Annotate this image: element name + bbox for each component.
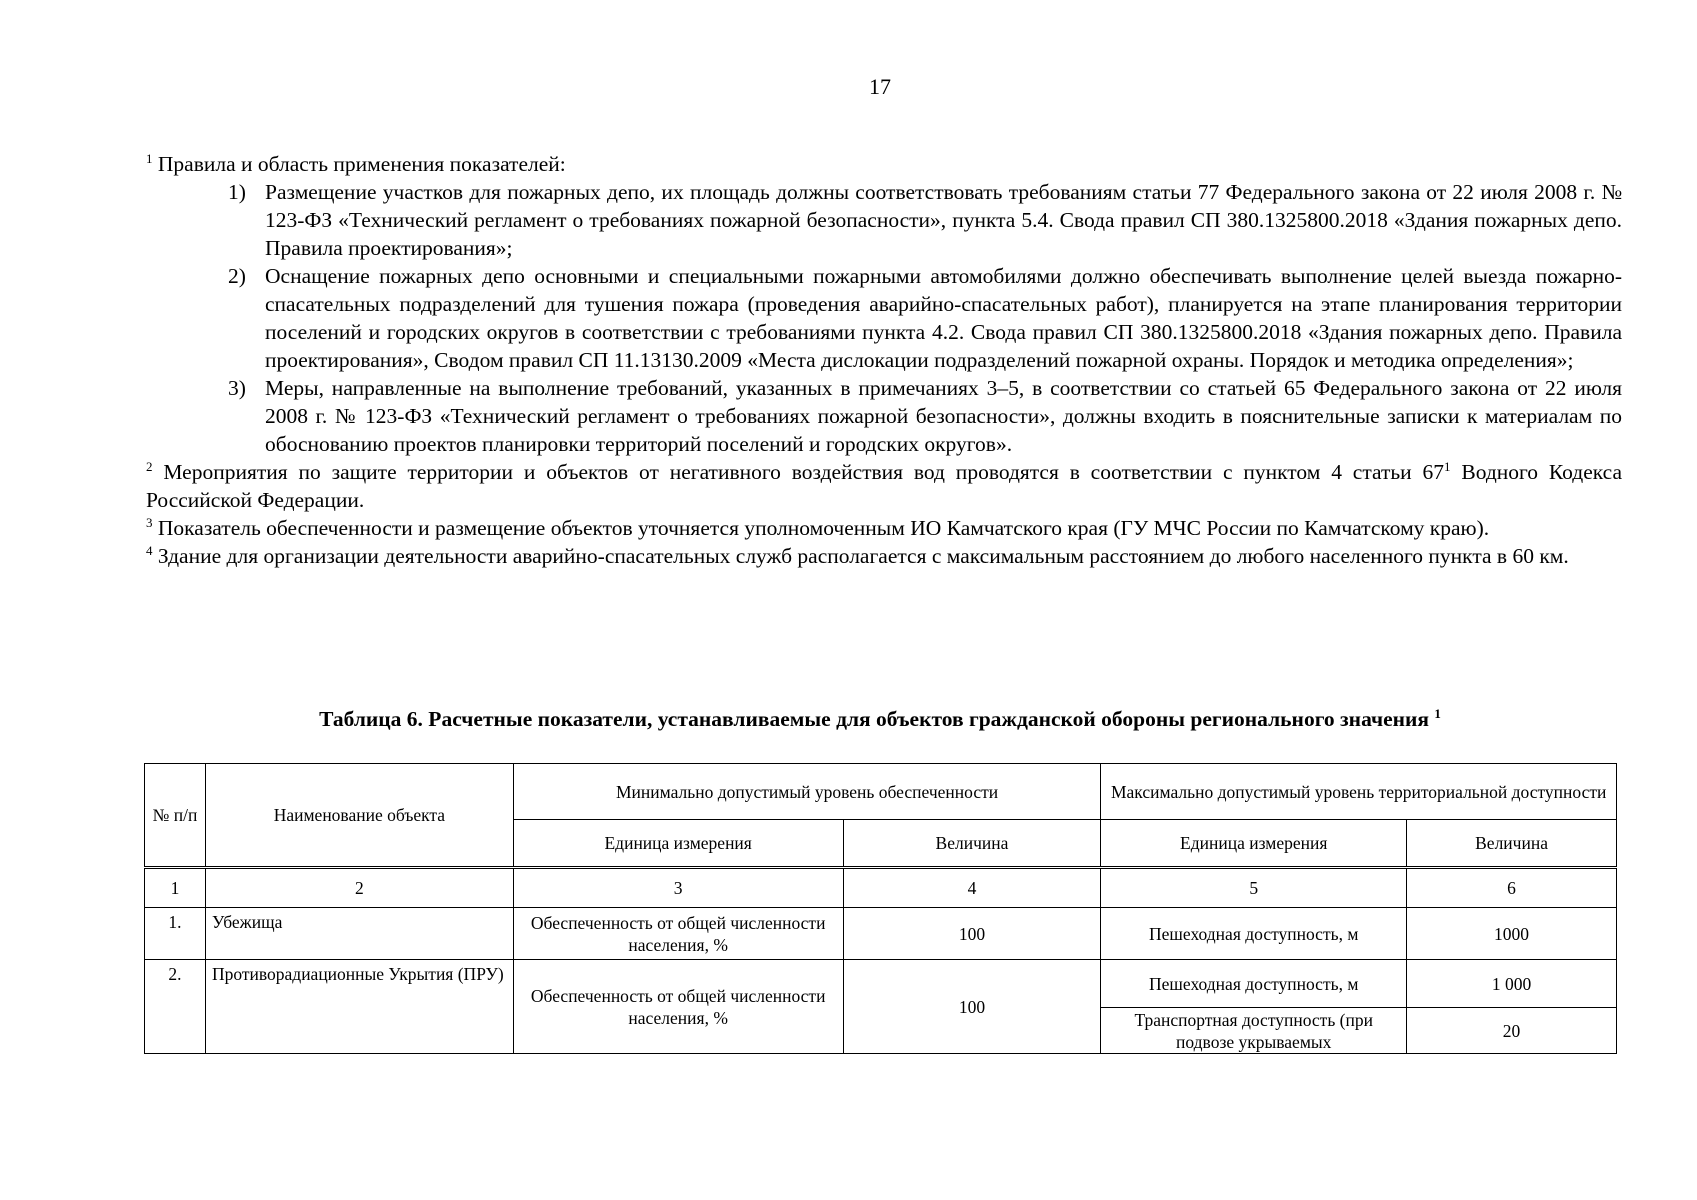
object-name: Убежища (205, 908, 513, 960)
header-value-1: Величина (843, 820, 1101, 868)
table-title-marker: 1 (1434, 706, 1441, 721)
list-item-number: 2) (228, 264, 246, 288)
footnote-marker: 4 (146, 543, 153, 558)
row-number: 2. (145, 960, 206, 1054)
column-number: 3 (513, 868, 843, 908)
column-number: 5 (1101, 868, 1407, 908)
max-value: 20 (1407, 1008, 1617, 1054)
header-name: Наименование объекта (205, 764, 513, 868)
min-value: 100 (843, 908, 1101, 960)
column-number: 2 (205, 868, 513, 908)
header-num: № п/п (145, 764, 206, 868)
article-superscript: 1 (1444, 459, 1451, 474)
max-unit: Пешеходная доступность, м (1101, 960, 1407, 1008)
row-number: 1. (145, 908, 206, 960)
footnote-text-continued: Водного Кодекса Российской Федерации. (146, 460, 1623, 512)
footnote-text: Показатель обеспеченности и размещение объектов уточняется уполномоченным ИО Камчатского края (ГУ МЧС России по Камчатскому краю). (157, 516, 1490, 540)
column-number: 1 (145, 868, 206, 908)
min-value: 100 (843, 960, 1101, 1054)
header-unit-2: Единица измерения (1101, 820, 1407, 868)
footnote-1 (146, 150, 1622, 178)
table-title (0, 707, 1697, 732)
column-number: 4 (843, 868, 1101, 908)
list-item-text: Меры, направленные на выполнение требований, указанных в примечаниях 3–5, в соответствии со статьей 65 Федерального закона от 22 июля 2008 г. № 123-ФЗ «Технический регламент о требованиях пожарной безопасности», должны входить в пояснительные записки к материалам по обоснованию проектов планировки территорий поселений и городских округов». (265, 376, 1622, 456)
footnote-marker: 3 (146, 515, 153, 530)
rules-list (146, 178, 1622, 458)
header-min-group: Минимально допустимый уровень обеспеченности (513, 764, 1101, 820)
list-item-text: Оснащение пожарных депо основными и специальными пожарными автомобилями должно обеспечивать выполнение целей выезда пожарно-спасательных подразделений для тушения пожара (проведения аварийно-спасательных работ), планируется на этапе планирования территории поселений и городских округов в соответствии с требованиями пункта 4.2. Свода правил СП 380.1325800.2018 «Здания пожарных депо. Правила проектирования», Сводом правил СП 11.13130.2009 «Места дислокации подразделений пожарной охраны. Порядок и методика определения»; (265, 264, 1622, 372)
page-number: 17 (869, 74, 891, 99)
footnote-text: Мероприятия по защите территории и объектов от негативного воздействия вод проводятся в соответствии с пунктом 4 статьи 67 (163, 460, 1445, 484)
header-max-group: Максимально допустимый уровень территориальной доступности (1101, 764, 1617, 820)
footnote-text: Правила и область применения показателей: (157, 152, 566, 176)
column-number: 6 (1407, 868, 1617, 908)
list-item (146, 262, 1622, 374)
header-value-2: Величина (1407, 820, 1617, 868)
max-value: 1 000 (1407, 960, 1617, 1008)
header-unit-1: Единица измерения (513, 820, 843, 868)
list-item (146, 178, 1622, 262)
max-value: 1000 (1407, 908, 1617, 960)
footnote-text: Здание для организации деятельности аварийно-спасательных служб располагается с максимальным расстоянием до любого населенного пункта в 60 км. (157, 544, 1569, 568)
object-name: Противорадиационные Укрытия (ПРУ) (205, 960, 513, 1054)
footnote-2 (146, 458, 1622, 514)
footnote-4 (146, 542, 1622, 570)
min-unit: Обеспеченность от общей численности населения, % (513, 960, 843, 1054)
footnote-3 (146, 514, 1622, 542)
max-unit: Пешеходная доступность, м (1101, 908, 1407, 960)
civil-defense-table (144, 763, 1617, 1054)
list-item-number: 3) (228, 376, 246, 400)
footnote-marker: 2 (146, 459, 153, 474)
list-item (146, 374, 1622, 458)
max-unit: Транспортная доступность (при подвозе укрываемых (1101, 1008, 1407, 1054)
table-title-text: Таблица 6. Расчетные показатели, устанавливаемые для объектов гражданской обороны регионального значения (319, 707, 1430, 731)
table-header-row (145, 764, 1617, 820)
table-row (145, 960, 1617, 1008)
table-row (145, 908, 1617, 960)
list-item-number: 1) (228, 180, 246, 204)
footnote-marker: 1 (146, 151, 153, 166)
min-unit: Обеспеченность от общей численности населения, % (513, 908, 843, 960)
column-numbers-row (145, 868, 1617, 908)
footnotes (146, 150, 1622, 570)
list-item-text: Размещение участков для пожарных депо, их площадь должны соответствовать требованиям статьи 77 Федерального закона от 22 июля 2008 г. № 123-ФЗ «Технический регламент о требованиях пожарной безопасности», пункта 5.4. Свода правил СП 380.1325800.2018 «Здания пожарных депо. Правила проектирования»; (265, 180, 1622, 260)
